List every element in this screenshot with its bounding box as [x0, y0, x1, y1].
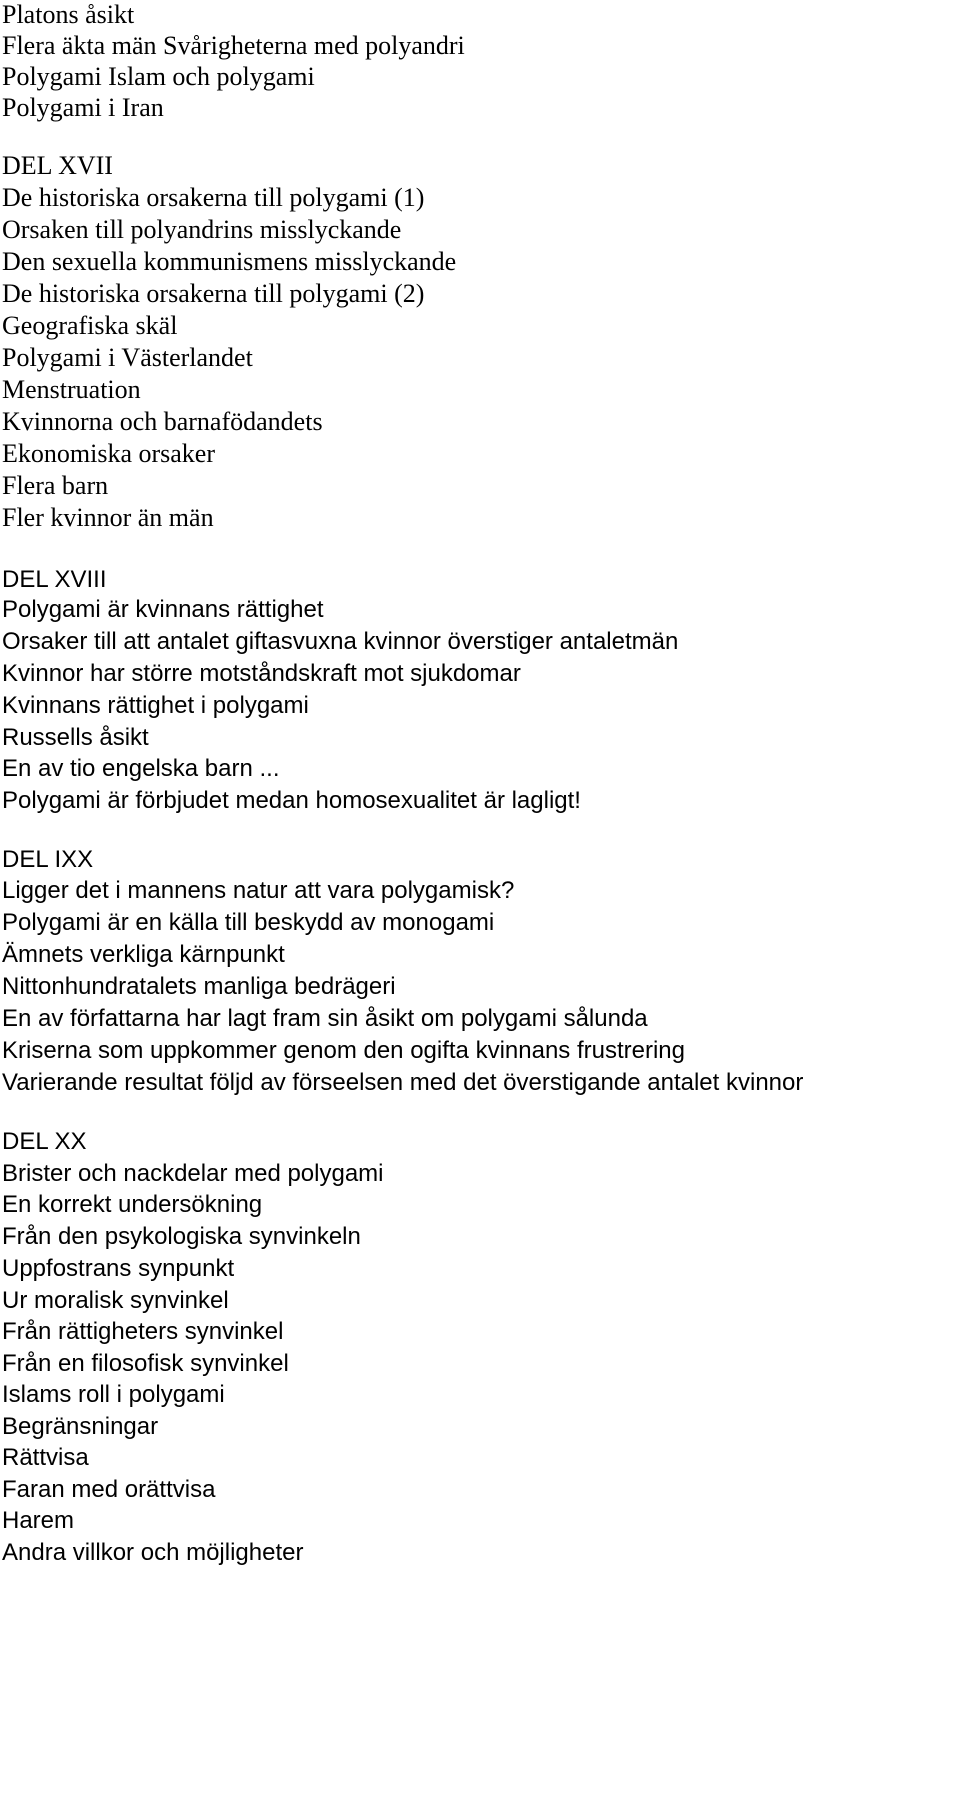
toc-entry: Islams roll i polygami: [2, 1381, 225, 1408]
toc-entry: De historiska orsakerna till polygami (2): [2, 279, 425, 308]
toc-entry: Platons åsikt: [2, 0, 135, 29]
toc-entry: Fler kvinnor än män: [2, 503, 214, 532]
toc-entry: Ekonomiska orsaker: [2, 439, 216, 468]
toc-entry: Uppfostrans synpunkt: [2, 1255, 235, 1282]
toc-entry: Begränsningar: [2, 1413, 159, 1440]
toc-entry: Rättvisa: [2, 1444, 89, 1471]
toc-entry: Andra villkor och möjligheter: [2, 1539, 304, 1566]
toc-entry: De historiska orsakerna till polygami (1): [2, 183, 425, 212]
toc-entry: Nittonhundratalets manliga bedrägeri: [2, 973, 396, 1000]
toc-entry: Polygami är kvinnans rättighet: [2, 596, 324, 623]
toc-entry: En av författarna har lagt fram sin åsikt om polygami sålunda: [2, 1005, 648, 1032]
toc-entry: Polygami är en källa till beskydd av monogami: [2, 909, 495, 936]
toc-entry: Från en filosofisk synvinkel: [2, 1350, 289, 1377]
toc-entry: Polygami i Iran: [2, 93, 164, 122]
toc-entry: Kvinnor har större motståndskraft mot sjukdomar: [2, 660, 521, 687]
section-heading: DEL XX: [2, 1128, 87, 1155]
toc-entry: Russells åsikt: [2, 724, 149, 751]
toc-entry: En av tio engelska barn ...: [2, 755, 280, 782]
section-heading: DEL IXX: [2, 846, 94, 873]
toc-entry: Ur moralisk synvinkel: [2, 1287, 229, 1314]
toc-entry: Harem: [2, 1507, 75, 1534]
toc-entry: Geografiska skäl: [2, 311, 178, 340]
toc-entry: Från rättigheters synvinkel: [2, 1318, 284, 1345]
toc-entry: Polygami är förbjudet medan homosexualitet är lagligt!: [2, 787, 581, 814]
toc-entry: Från den psykologiska synvinkeln: [2, 1223, 361, 1250]
toc-entry: Varierande resultat följd av förseelsen med det överstigande antalet kvinnor: [2, 1069, 804, 1096]
toc-entry: Kvinnans rättighet i polygami: [2, 692, 309, 719]
toc-entry: Kvinnorna och barnafödandets: [2, 407, 323, 436]
toc-entry: Den sexuella kommunismens misslyckande: [2, 247, 457, 276]
toc-entry: Orsaker till att antalet giftasvuxna kvinnor överstiger antaletmän: [2, 628, 679, 655]
toc-entry: En korrekt undersökning: [2, 1191, 263, 1218]
toc-entry: Ligger det i mannens natur att vara polygamisk?: [2, 877, 515, 904]
section-heading: DEL XVII: [2, 151, 113, 180]
toc-entry: Brister och nackdelar med polygami: [2, 1160, 384, 1187]
toc-entry: Orsaken till polyandrins misslyckande: [2, 215, 402, 244]
toc-entry: Flera barn: [2, 471, 109, 500]
toc-entry: Ämnets verkliga kärnpunkt: [2, 941, 285, 968]
toc-entry: Polygami i Västerlandet: [2, 343, 253, 372]
toc-entry: Menstruation: [2, 375, 141, 404]
toc-entry: Faran med orättvisa: [2, 1476, 216, 1503]
toc-entry: Flera äkta män Svårigheterna med polyandri: [2, 31, 465, 60]
toc-entry: Kriserna som uppkommer genom den ogifta kvinnans frustrering: [2, 1037, 685, 1064]
section-heading: DEL XVIII: [2, 566, 107, 593]
toc-entry: Polygami Islam och polygami: [2, 62, 315, 91]
